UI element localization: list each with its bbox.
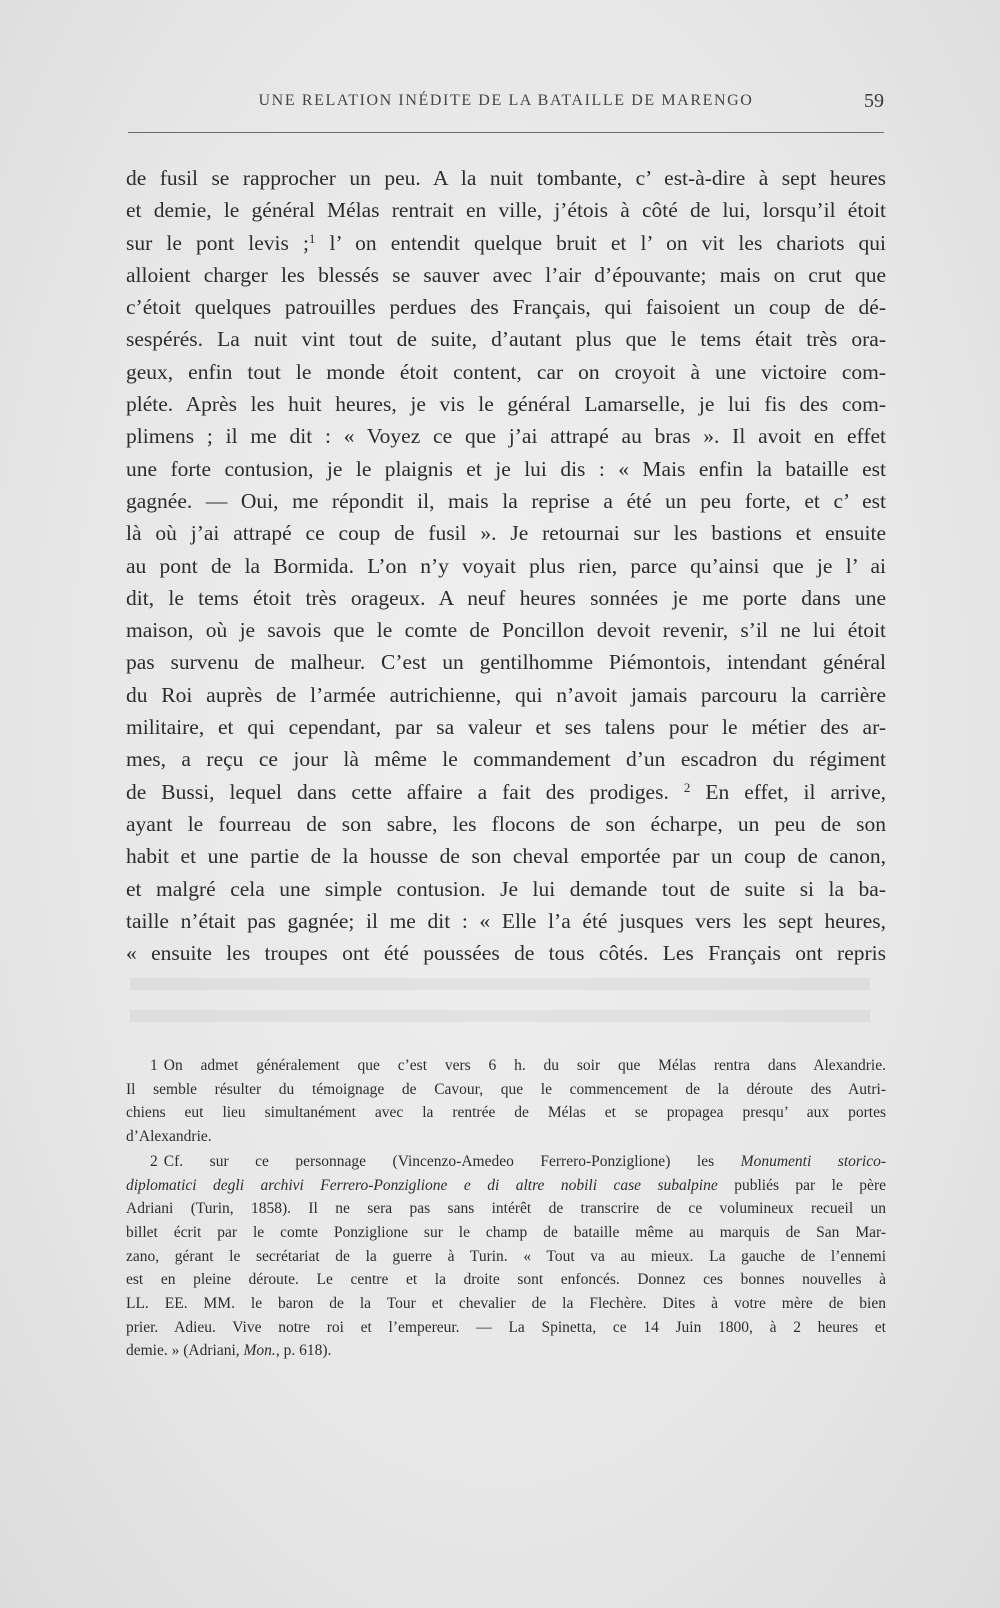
- body-line-part: de Bussi, lequel dans cette affaire a fait des prodiges.: [126, 779, 669, 804]
- footnote-line: LL. EE. MM. le baron de la Tour et chevalier de la Flechère. Dites à votre mère de bien: [126, 1295, 886, 1313]
- footnote-line: d’Alexandrie.: [126, 1128, 212, 1146]
- footnote-line: Il semble résulter du témoignage de Cavour, que le commencement de la déroute des Autri-: [126, 1080, 886, 1098]
- body-line: maison, où je savois que le comte de Poncillon devoit revenir, s’il ne lui étoit: [126, 618, 886, 643]
- footnote-text: demie. » (Adriani,: [126, 1342, 240, 1360]
- body-line: alloient charger les blessés se sauver avec l’air d’épouvante; mais on crut que: [126, 262, 886, 287]
- footnote-line: [126, 1150, 886, 1174]
- body-line-part: En effet, il arrive,: [690, 779, 886, 804]
- footnote-text: publiés par le père: [717, 1176, 886, 1194]
- body-line: une forte contusion, je le plaignis et je lui dis : « Mais enfin la bataille est: [126, 456, 886, 481]
- header-rule: [128, 132, 884, 133]
- body-line: ayant le fourreau de son sabre, les flocons de son écharpe, un peu de son: [126, 811, 886, 836]
- body-line: c’étoit quelques patrouilles perdues des Français, qui faisoient un coup de dé-: [126, 295, 886, 320]
- body-line: gagnée. — Oui, me répondit il, mais la reprise a été un peu forte, et c’ est: [126, 488, 886, 513]
- footnote-text: On admet généralement que c’est vers 6 h. du soir que Mélas rentra dans Alexandrie.: [163, 1057, 886, 1074]
- body-text: [126, 162, 886, 969]
- page-number: 59: [864, 90, 884, 112]
- show-through-texture: [130, 978, 870, 1038]
- body-line: « ensuite les troupes ont été poussées de tous côtés. Les Français ont repris: [126, 941, 886, 966]
- footnote-line: [126, 1054, 886, 1078]
- body-line: de fusil se rapprocher un peu. A la nuit tombante, c’ est-à-dire à sept heures: [126, 166, 886, 190]
- body-line: et demie, le général Mélas rentrait en ville, j’étois à côté de lui, lorsqu’il étoit: [126, 198, 886, 223]
- body-line: là où j’ai attrapé ce coup de fusil ». Je retournai sur les bastions et ensuite: [126, 521, 886, 546]
- body-line: pas survenu de malheur. C’est un gentilhomme Piémontois, intendant général: [126, 650, 886, 675]
- body-line-part: l’ on entendit quelque bruit et l’ on vit les chariots qui: [315, 230, 886, 255]
- body-line: dit, le tems étoit très orageux. A neuf heures sonnées je me porte dans une: [126, 585, 886, 610]
- footnote-text: , p. 618).: [275, 1342, 332, 1360]
- footnote-2: [126, 1150, 886, 1363]
- footnote-1: [126, 1054, 886, 1149]
- body-line: au pont de la Bormida. L’on n’y voyait plus rien, parce qu’ainsi que je l’ ai: [126, 553, 886, 578]
- footnote-number: 2: [150, 1152, 158, 1170]
- body-line-part: sur le pont levis ;: [126, 230, 309, 255]
- footnote-line: [126, 1339, 886, 1363]
- footnotes: [126, 1054, 886, 1364]
- footnote-number: 1: [150, 1057, 158, 1074]
- footnote-line: zano, gérant le secrétariat de la guerre à Turin. « Tout va au mieux. La gauche de l’ennemi: [126, 1247, 886, 1265]
- body-line: militaire, et qui cependant, par sa valeur et ses talens pour le métier des ar-: [126, 715, 886, 740]
- work-title: Monumenti storico-: [740, 1152, 887, 1170]
- work-title: diplomatici degli archivi Ferrero-Ponziglione e di altre nobili case subalpine: [126, 1176, 718, 1194]
- body-line: geux, enfin tout le monde étoit content, car on croyoit à une victoire com-: [126, 359, 886, 384]
- body-line: taille n’était pas gagnée; il me dit : « Elle l’a été jusques vers les sept heures,: [126, 908, 886, 933]
- running-title: UNE RELATION INÉDITE DE LA BATAILLE DE MARENGO: [258, 92, 754, 109]
- footnote-ref-2[interactable]: 2: [683, 779, 691, 795]
- footnote-line: Adriani (Turin, 1858). Il ne sera pas sans intérêt de transcrire de ce volumineux recueil un: [126, 1200, 886, 1218]
- footnote-line: prier. Adieu. Vive notre roi et l’empereur. — La Spinetta, ce 14 Juin 1800, à 2 heures et: [126, 1318, 886, 1336]
- footnote-line: chiens eut lieu simultanément avec la rentrée de Mélas et se propagea presqu’ aux portes: [126, 1104, 886, 1122]
- work-title: Mon.: [243, 1342, 276, 1360]
- body-line: [126, 776, 886, 808]
- body-line: pléte. Après les huit heures, je vis le général Lamarselle, je lui fis des com-: [126, 392, 886, 417]
- footnote-line: billet écrit par le comte Ponziglione sur le champ de bataille même au marquis de San Mar-: [126, 1223, 886, 1241]
- footnote-text: Cf. sur ce personnage (Vincenzo-Amedeo Ferrero-Ponziglione) les: [163, 1152, 715, 1170]
- body-line: sespérés. La nuit vint tout de suite, d’autant plus que le tems était très ora-: [126, 327, 886, 352]
- body-line: mes, a reçu ce jour là même le commandement d’un escadron du régiment: [126, 747, 886, 772]
- body-line: plimens ; il me dit : « Voyez ce que j’ai attrapé au bras ». Il avoit en effet: [126, 424, 886, 449]
- footnote-line: [126, 1174, 886, 1198]
- body-line: habit et une partie de la housse de son cheval emportée par un coup de canon,: [126, 844, 886, 869]
- body-line: [126, 227, 886, 259]
- body-line: et malgré cela une simple contusion. Je lui demande tout de suite si la ba-: [126, 876, 886, 901]
- footnote-line: est en pleine déroute. Le centre et la droite sont enfoncés. Donnez ces bonnes nouvelles à: [126, 1271, 886, 1289]
- running-head: [128, 92, 884, 122]
- footnote-ref-1[interactable]: 1: [308, 230, 316, 246]
- body-line: du Roi auprès de l’armée autrichienne, qui n’avoit jamais parcouru la carrière: [126, 682, 886, 707]
